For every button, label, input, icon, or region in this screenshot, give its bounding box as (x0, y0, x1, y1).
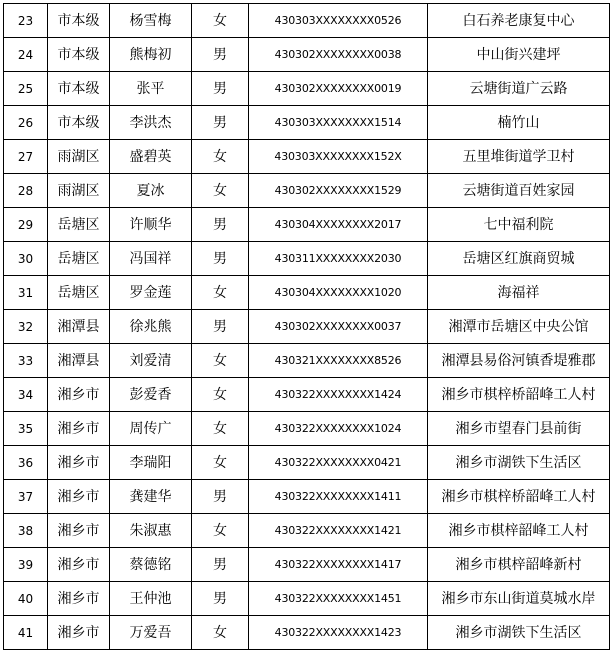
id-number-cell: 430302XXXXXXXX0019 (249, 72, 428, 106)
gender-cell: 男 (192, 548, 249, 582)
gender-cell: 女 (192, 378, 249, 412)
id-number-cell: 430322XXXXXXXX1421 (249, 514, 428, 548)
district-cell: 岳塘区 (48, 242, 110, 276)
table-row (4, 38, 610, 72)
address-cell: 湘乡市棋梓韶峰新村 (428, 548, 610, 582)
row-number-cell: 33 (4, 344, 48, 378)
row-number-cell: 30 (4, 242, 48, 276)
table-row (4, 106, 610, 140)
name-cell: 蔡德铭 (110, 548, 192, 582)
name-cell: 王仲池 (110, 582, 192, 616)
gender-cell: 女 (192, 446, 249, 480)
id-number-cell: 430322XXXXXXXX1411 (249, 480, 428, 514)
id-number-cell: 430302XXXXXXXX0037 (249, 310, 428, 344)
id-number-cell: 430302XXXXXXXX1529 (249, 174, 428, 208)
row-number-cell: 32 (4, 310, 48, 344)
gender-cell: 女 (192, 344, 249, 378)
name-cell: 朱淑惠 (110, 514, 192, 548)
gender-cell: 男 (192, 208, 249, 242)
gender-cell: 男 (192, 38, 249, 72)
name-cell: 许顺华 (110, 208, 192, 242)
table-row (4, 174, 610, 208)
gender-cell: 女 (192, 514, 249, 548)
table-row (4, 140, 610, 174)
table-row (4, 446, 610, 480)
address-cell: 湘乡市棋梓韶峰工人村 (428, 514, 610, 548)
table-row (4, 242, 610, 276)
row-number-cell: 29 (4, 208, 48, 242)
row-number-cell: 27 (4, 140, 48, 174)
name-cell: 冯国祥 (110, 242, 192, 276)
name-cell: 李瑞阳 (110, 446, 192, 480)
id-number-cell: 430322XXXXXXXX1424 (249, 378, 428, 412)
district-cell: 岳塘区 (48, 208, 110, 242)
id-number-cell: 430322XXXXXXXX0421 (249, 446, 428, 480)
name-cell: 刘爱清 (110, 344, 192, 378)
id-number-cell: 430303XXXXXXXX1514 (249, 106, 428, 140)
address-cell: 七中福利院 (428, 208, 610, 242)
row-number-cell: 31 (4, 276, 48, 310)
address-cell: 湘潭县易俗河镇香堤雅郡 (428, 344, 610, 378)
table-row (4, 412, 610, 446)
address-cell: 湘乡市棋梓桥韶峰工人村 (428, 378, 610, 412)
address-cell: 湘乡市棋梓桥韶峰工人村 (428, 480, 610, 514)
district-cell: 市本级 (48, 106, 110, 140)
table-row (4, 582, 610, 616)
name-cell: 熊梅初 (110, 38, 192, 72)
gender-cell: 女 (192, 276, 249, 310)
district-cell: 湘乡市 (48, 582, 110, 616)
district-cell: 湘乡市 (48, 412, 110, 446)
name-cell: 周传广 (110, 412, 192, 446)
district-cell: 岳塘区 (48, 276, 110, 310)
address-cell: 湘乡市东山街道莫城水岸 (428, 582, 610, 616)
row-number-cell: 28 (4, 174, 48, 208)
address-cell: 湘乡市湖铁下生活区 (428, 616, 610, 650)
roster-table (3, 3, 610, 650)
name-cell: 罗金莲 (110, 276, 192, 310)
address-cell: 中山街兴建坪 (428, 38, 610, 72)
gender-cell: 男 (192, 72, 249, 106)
roster-body (4, 4, 610, 650)
name-cell: 龚建华 (110, 480, 192, 514)
id-number-cell: 430302XXXXXXXX0038 (249, 38, 428, 72)
name-cell: 张平 (110, 72, 192, 106)
district-cell: 湘乡市 (48, 514, 110, 548)
row-number-cell: 35 (4, 412, 48, 446)
gender-cell: 男 (192, 480, 249, 514)
name-cell: 杨雪梅 (110, 4, 192, 38)
gender-cell: 女 (192, 616, 249, 650)
row-number-cell: 38 (4, 514, 48, 548)
id-number-cell: 430321XXXXXXXX8526 (249, 344, 428, 378)
district-cell: 市本级 (48, 38, 110, 72)
district-cell: 雨湖区 (48, 140, 110, 174)
district-cell: 湘乡市 (48, 378, 110, 412)
address-cell: 云塘街道百姓家园 (428, 174, 610, 208)
table-row (4, 72, 610, 106)
table-row (4, 208, 610, 242)
district-cell: 湘乡市 (48, 446, 110, 480)
name-cell: 万爱吾 (110, 616, 192, 650)
id-number-cell: 430322XXXXXXXX1024 (249, 412, 428, 446)
row-number-cell: 41 (4, 616, 48, 650)
row-number-cell: 34 (4, 378, 48, 412)
district-cell: 市本级 (48, 4, 110, 38)
id-number-cell: 430322XXXXXXXX1417 (249, 548, 428, 582)
id-number-cell: 430303XXXXXXXX152X (249, 140, 428, 174)
district-cell: 湘乡市 (48, 480, 110, 514)
table-row (4, 480, 610, 514)
row-number-cell: 23 (4, 4, 48, 38)
address-cell: 楠竹山 (428, 106, 610, 140)
row-number-cell: 25 (4, 72, 48, 106)
row-number-cell: 37 (4, 480, 48, 514)
name-cell: 彭爱香 (110, 378, 192, 412)
table-row (4, 548, 610, 582)
name-cell: 盛碧英 (110, 140, 192, 174)
id-number-cell: 430322XXXXXXXX1423 (249, 616, 428, 650)
district-cell: 雨湖区 (48, 174, 110, 208)
row-number-cell: 39 (4, 548, 48, 582)
table-row (4, 276, 610, 310)
row-number-cell: 36 (4, 446, 48, 480)
address-cell: 湘潭市岳塘区中央公馆 (428, 310, 610, 344)
id-number-cell: 430304XXXXXXXX1020 (249, 276, 428, 310)
district-cell: 湘潭县 (48, 344, 110, 378)
gender-cell: 男 (192, 106, 249, 140)
address-cell: 云塘街道广云路 (428, 72, 610, 106)
address-cell: 白石养老康复中心 (428, 4, 610, 38)
gender-cell: 女 (192, 412, 249, 446)
district-cell: 湘乡市 (48, 616, 110, 650)
gender-cell: 女 (192, 4, 249, 38)
row-number-cell: 26 (4, 106, 48, 140)
row-number-cell: 24 (4, 38, 48, 72)
address-cell: 五里堆街道学卫村 (428, 140, 610, 174)
district-cell: 湘乡市 (48, 548, 110, 582)
gender-cell: 男 (192, 310, 249, 344)
id-number-cell: 430322XXXXXXXX1451 (249, 582, 428, 616)
gender-cell: 男 (192, 582, 249, 616)
address-cell: 海福祥 (428, 276, 610, 310)
gender-cell: 男 (192, 242, 249, 276)
district-cell: 湘潭县 (48, 310, 110, 344)
name-cell: 李洪杰 (110, 106, 192, 140)
gender-cell: 女 (192, 174, 249, 208)
table-row (4, 4, 610, 38)
table-row (4, 344, 610, 378)
id-number-cell: 430311XXXXXXXX2030 (249, 242, 428, 276)
gender-cell: 女 (192, 140, 249, 174)
table-row (4, 310, 610, 344)
table-row (4, 616, 610, 650)
id-number-cell: 430303XXXXXXXX0526 (249, 4, 428, 38)
row-number-cell: 40 (4, 582, 48, 616)
address-cell: 湘乡市望春门县前街 (428, 412, 610, 446)
name-cell: 夏冰 (110, 174, 192, 208)
name-cell: 徐兆熊 (110, 310, 192, 344)
address-cell: 岳塘区红旗商贸城 (428, 242, 610, 276)
id-number-cell: 430304XXXXXXXX2017 (249, 208, 428, 242)
table-row (4, 514, 610, 548)
address-cell: 湘乡市湖铁下生活区 (428, 446, 610, 480)
table-row (4, 378, 610, 412)
district-cell: 市本级 (48, 72, 110, 106)
